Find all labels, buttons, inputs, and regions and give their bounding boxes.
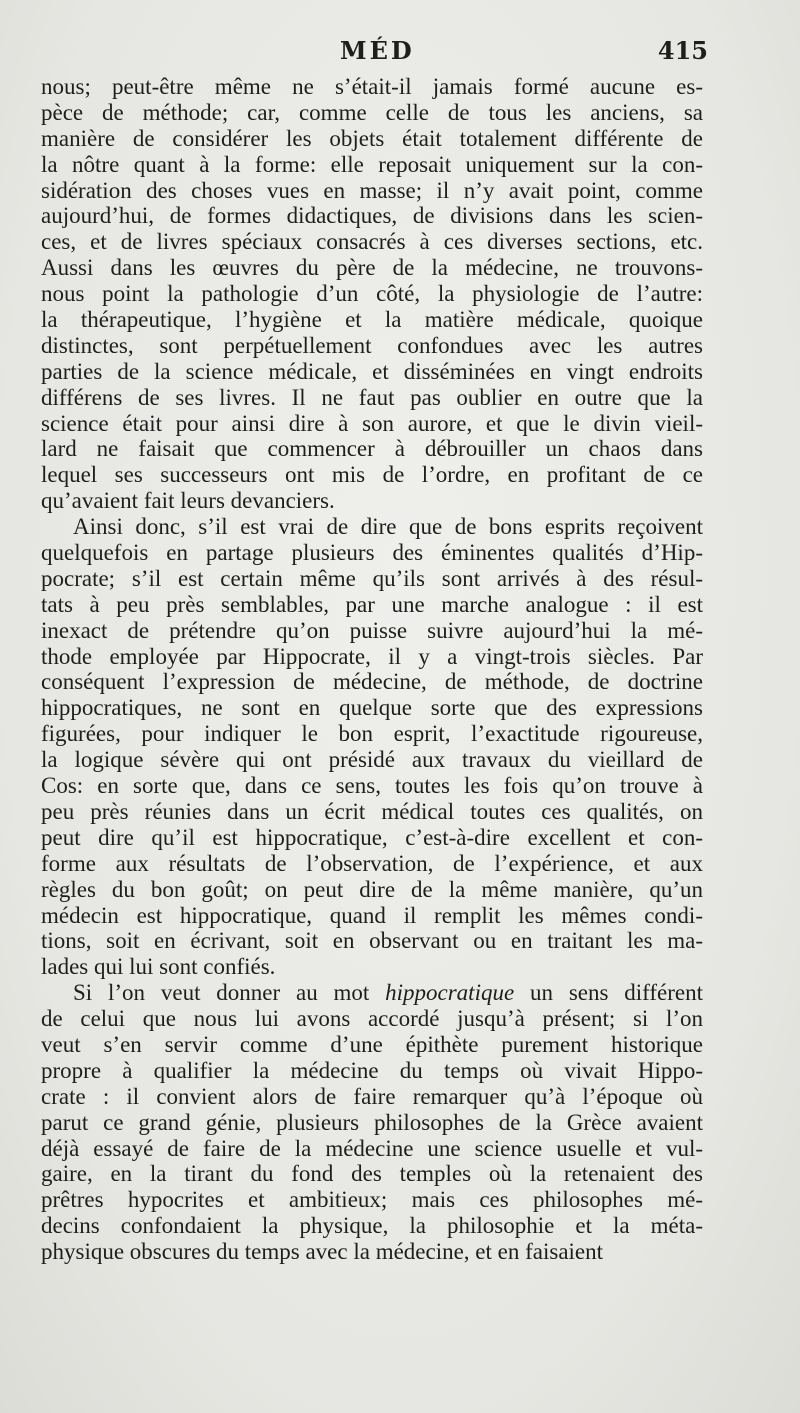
text-line: peu près réunies dans un écrit médical toutes ces qualités, on [41, 798, 703, 824]
text-line: pèce de méthode; car, comme celle de tous les anciens, sa [41, 99, 703, 125]
text-line: la logique sévère qui ont présidé aux travaux du vieillard de [41, 747, 703, 773]
text-line: nous; peut-être même ne s’était-il jamais formé aucune es- [41, 74, 703, 99]
text-line: decins confondaient la physique, la philosophie et la méta- [41, 1213, 703, 1239]
text-line: Ainsi donc, s’il est vrai de dire que de bons esprits reçoivent [73, 514, 703, 540]
text-line: thode employée par Hippocrate, il y a vingt-trois siècles. Par [41, 643, 703, 669]
text-line: gaire, en la tirant du fond des temples où la retenaient des [41, 1161, 703, 1187]
text-line: tats à peu près semblables, par une marche analogue : il est [41, 591, 703, 617]
text-line: crate : il convient alors de faire remarquer qu’à l’époque où [41, 1083, 703, 1109]
text-line: manière de considérer les objets était totalement différente de [41, 125, 703, 151]
text-line: quelquefois en partage plusieurs des éminentes qualités d’Hip- [41, 540, 703, 566]
text-line: conséquent l’expression de médecine, de méthode, de doctrine [41, 669, 703, 695]
text-line: Cos: en sorte que, dans ce sens, toutes les fois qu’on trouve à [41, 773, 703, 799]
text-line [41, 980, 703, 1006]
text-line: propre à qualifier la médecine du temps où vivait Hippo- [41, 1057, 703, 1083]
text-line: science était pour ainsi dire à son aurore, et que le divin vieil- [41, 410, 703, 436]
text-line: de celui que nous lui avons accordé jusqu’à présent; si l’on [41, 1006, 703, 1032]
text-line: aujourd’hui, de formes didactiques, de divisions dans les scien- [41, 203, 703, 229]
paragraph [41, 980, 703, 1265]
text-line: sidération des choses vues en masse; il n’y avait point, comme [41, 177, 703, 203]
text-line: figurées, pour indiquer le bon esprit, l’exactitude rigoureuse, [41, 721, 703, 747]
text-line: pocrate; s’il est certain même qu’ils sont arrivés à des résul- [41, 565, 703, 591]
text-line: règles du bon goût; on peut dire de la même manière, qu’un [41, 876, 703, 902]
text-line: distinctes, sont perpétuellement confondues avec les autres [41, 332, 703, 358]
page-header [0, 36, 800, 66]
text-fragment: Si l’on veut donner au mot [73, 980, 386, 1006]
text-line: nous point la pathologie d’un côté, la physiologie de l’autre: [41, 281, 703, 307]
text-line: veut s’en servir comme d’une épithète purement historique [41, 1031, 703, 1057]
text-line: lades qui lui sont confiés. [41, 954, 276, 980]
text-line: parties de la science médicale, et disséminées en vingt endroits [41, 358, 703, 384]
paragraph [41, 514, 703, 980]
text-line: déjà essayé de faire de la médecine une science usuelle et vul- [41, 1135, 703, 1161]
emphasized-term: hippocratique [385, 980, 515, 1006]
text-line: différens de ses livres. Il ne faut pas oublier en outre que la [41, 384, 703, 410]
text-line: la thérapeutique, l’hygiène et la matière médicale, quoique [41, 307, 703, 333]
text-line: tions, soit en écrivant, soit en observant ou en traitant les ma- [41, 928, 703, 954]
text-line: qu’avaient fait leurs devanciers. [41, 488, 335, 514]
text-line: peut dire qu’il est hippocratique, c’est-à-dire excellent et con- [41, 824, 703, 850]
paragraph [41, 74, 703, 514]
text-line: physique obscures du temps avec la médecine, et en faisaient [41, 1239, 604, 1265]
text-line: ces, et de livres spéciaux consacrés à ces diverses sections, etc. [41, 229, 703, 255]
text-line: forme aux résultats de l’observation, de l’expérience, et aux [41, 850, 703, 876]
text-line: inexact de prétendre qu’on puisse suivre aujourd’hui la mé- [41, 617, 703, 643]
page-number: 415 [657, 36, 708, 65]
text-line: lequel ses successeurs ont mis de l’ordre, en profitant de ce [41, 462, 703, 488]
running-head: MÉD [340, 36, 415, 65]
text-line: prêtres hypocrites et ambitieux; mais ces philosophes mé- [41, 1187, 703, 1213]
text-line: lard ne faisait que commencer à débrouiller un chaos dans [41, 436, 703, 462]
text-line: Aussi dans les œuvres du père de la médecine, ne trouvons- [41, 255, 703, 281]
body-text [41, 74, 703, 1265]
text-fragment: un sens différent [514, 980, 704, 1006]
text-line: médecin est hippocratique, quand il remplit les mêmes condi- [41, 902, 703, 928]
text-line: hippocratiques, ne sont en quelque sorte que des expressions [41, 695, 703, 721]
text-line: parut ce grand génie, plusieurs philosophes de la Grèce avaient [41, 1109, 703, 1135]
text-line: la nôtre quant à la forme: elle reposait uniquement sur la con- [41, 151, 703, 177]
